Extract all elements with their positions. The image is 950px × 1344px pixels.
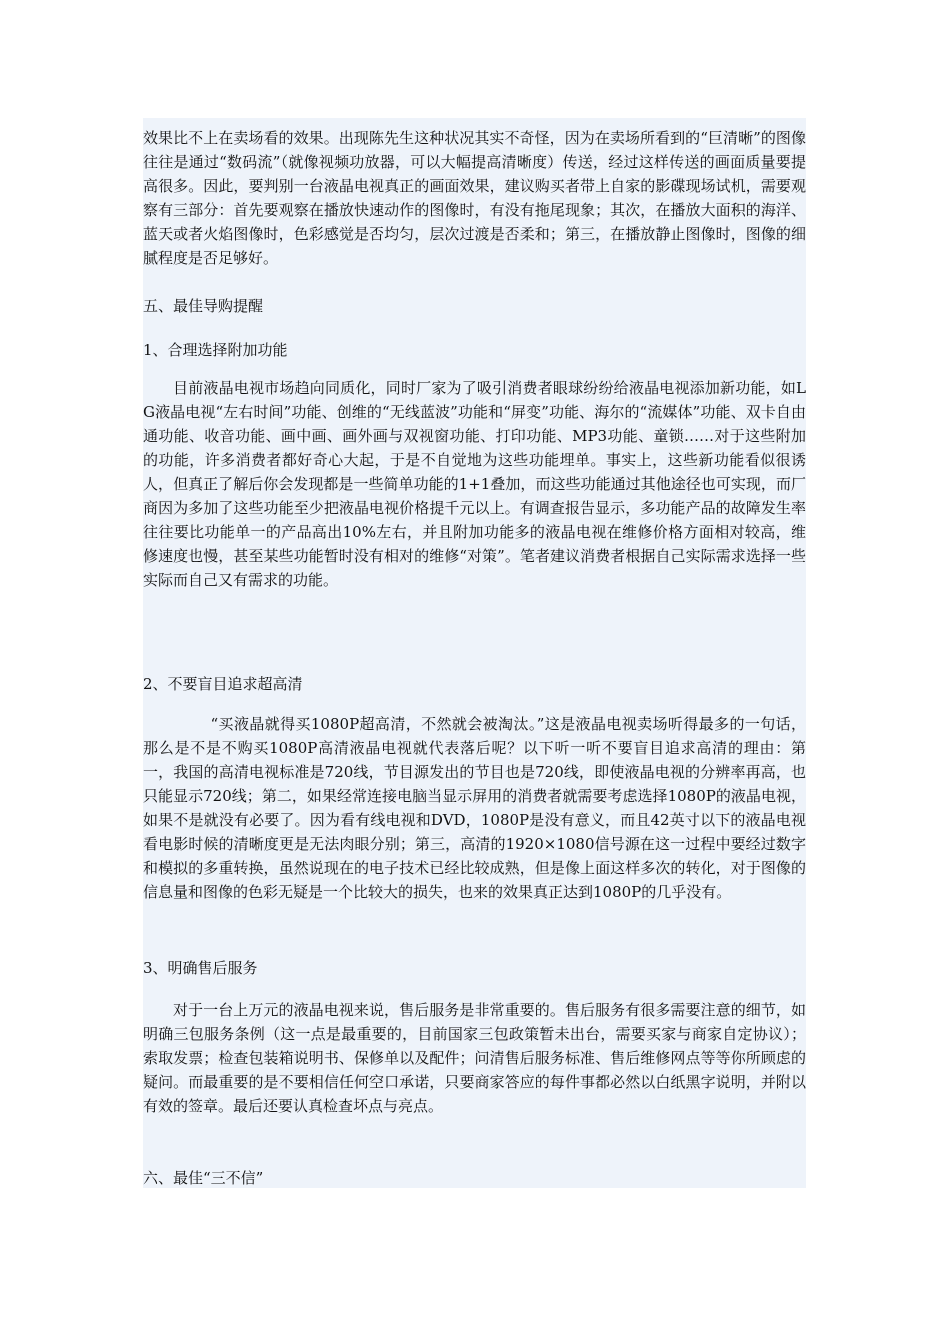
item-2-paragraph: “买液晶就得买1080P超高清，不然就会被淘汰。”这是液晶电视卖场听得最多的一句话，那么是不是不购买1080P高清液晶电视就代表落后呢？以下听一听不要盲目追求高清的理由：第一，我国的高清电视标准是720线，节目源发出的节目也是720线，即使液晶电视的分辨率再高，也只能显示720线；第二，如果经常连接电脑当显示屏用的消费者就需要考虑选择1080P的液晶电视，如果不是就没有必要了。因为看有线电视和DVD，1080P是没有意义，而且42英寸以下的液晶电视看电影时候的清晰度更是无法肉眼分别；第三，高清的1920×1080信号源在这一过程中要经过数字和模拟的多重转换，虽然说现在的电子技术已经比较成熟，但是像上面这样多次的转化，对于图像的信息量和图像的色彩无疑是一个比较大的损失，也来的效果真正达到1080P的几乎没有。 bbox=[143, 715, 806, 901]
document-body bbox=[143, 118, 806, 1188]
section-6-heading: 六、最佳“三不信” bbox=[143, 1169, 264, 1187]
intro-paragraph: 效果比不上在卖场看的效果。出现陈先生这种状况其实不奇怪，因为在卖场所看到的“巨清晰”的图像往往是通过“数码流”（就像视频功放器，可以大幅提高清晰度）传送，经过这样传送的画面质量要提高很多。因此，要判别一台液晶电视真正的画面效果，建议购买者带上自家的影碟现场试机，需要观察有三部分：首先要观察在播放快速动作的图像时，有没有拖尾现象；其次，在播放大面积的海洋、蓝天或者火焰图像时，色彩感觉是否均匀，层次过渡是否柔和；第三，在播放静止图像时，图像的细腻程度是否足够好。 bbox=[143, 129, 806, 267]
item-2-heading: 2、不要盲目追求超高清 bbox=[143, 675, 303, 693]
item-3-heading: 3、明确售后服务 bbox=[143, 959, 258, 977]
item-1-heading: 1、合理选择附加功能 bbox=[143, 341, 288, 359]
item-1-paragraph: 目前液晶电视市场趋向同质化，同时厂家为了吸引消费者眼球纷纷给液晶电视添加新功能，如LG液晶电视“左右时间”功能、创维的“无线蓝波”功能和“屏变”功能、海尔的“流媒体”功能、双卡自由通功能、收音功能、画中画、画外画与双视窗功能、打印功能、MP3功能、童锁……对于这些附加的功能，许多消费者都好奇心大起，于是不自觉地为这些功能埋单。事实上，这些新功能看似很诱人，但真正了解后你会发现都是一些简单功能的1+1叠加，而这些功能通过其他途径也可实现，而厂商因为多加了这些功能至少把液晶电视价格提千元以上。有调查报告显示，多功能产品的故障发生率往往要比功能单一的产品高出10%左右，并且附加功能多的液晶电视在维修价格方面相对较高，维修速度也慢，甚至某些功能暂时没有相对的维修“对策”。笔者建议消费者根据自己实际需求选择一些实际而自己又有需求的功能。 bbox=[143, 379, 806, 589]
item-3-paragraph: 对于一台上万元的液晶电视来说，售后服务是非常重要的。售后服务有很多需要注意的细节，如明确三包服务条例（这一点是最重要的，目前国家三包政策暂未出台，需要买家与商家自定协议）；索取发票；检查包装箱说明书、保修单以及配件；问清售后服务标准、售后维修网点等等你所顾虑的疑问。而最重要的是不要相信任何空口承诺，只要商家答应的每件事都必然以白纸黑字说明，并附以有效的签章。最后还要认真检查坏点与亮点。 bbox=[143, 1001, 806, 1115]
section-5-heading: 五、最佳导购提醒 bbox=[143, 297, 264, 315]
